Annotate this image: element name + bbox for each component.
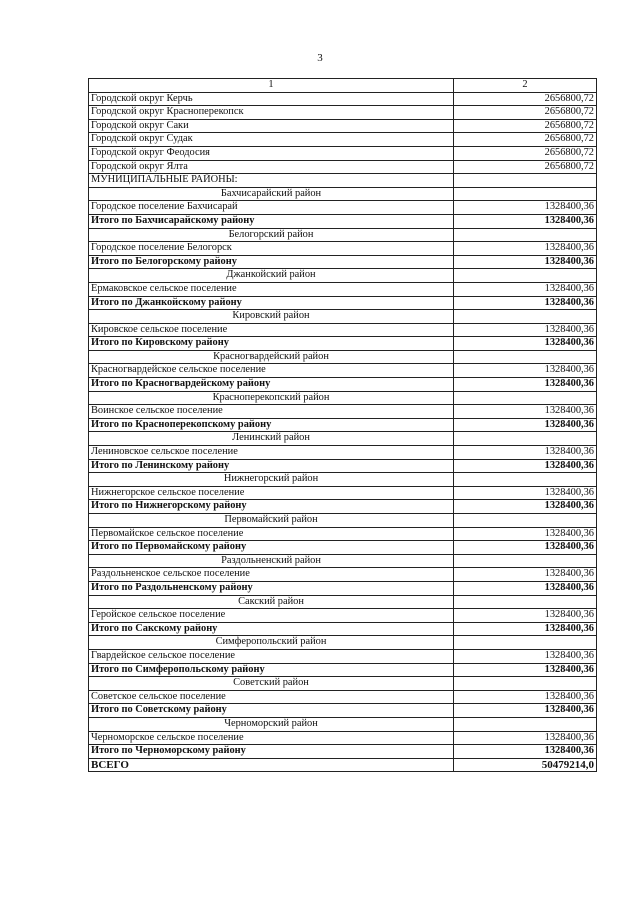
district-total-value: 1328400,36 [454,418,597,432]
city-value: 2656800,72 [454,160,597,174]
allocation-table [88,78,597,772]
city-row [89,146,597,160]
district-total-label: Итого по Нижнегорскому району [89,500,454,514]
settlement-row [89,405,597,419]
settlement-name: Гвардейское сельское поселение [89,649,454,663]
district-heading-row [89,473,597,487]
settlement-value: 1328400,36 [454,690,597,704]
district-total-label: Итого по Советскому району [89,704,454,718]
settlement-row [89,609,597,623]
district-total-label: Итого по Красноперекопскому району [89,418,454,432]
settlement-row [89,364,597,378]
district-total-row [89,255,597,269]
district-total-row [89,459,597,473]
district-total-value: 1328400,36 [454,500,597,514]
district-heading-row [89,187,597,201]
district-heading-row [89,514,597,528]
district-heading-value-empty [454,228,597,242]
district-total-label: Итого по Кировскому району [89,337,454,351]
city-name: Городской округ Красноперекопск [89,106,454,120]
city-row [89,106,597,120]
district-heading: Джанкойский район [89,269,454,283]
grand-total-value: 50479214,0 [454,758,597,772]
district-heading-value-empty [454,432,597,446]
district-heading: Советский район [89,677,454,691]
district-heading: Бахчисарайский район [89,187,454,201]
settlement-value: 1328400,36 [454,446,597,460]
district-total-row [89,418,597,432]
district-total-label: Итого по Сакскому району [89,622,454,636]
settlement-value: 1328400,36 [454,609,597,623]
district-total-value: 1328400,36 [454,459,597,473]
settlement-value: 1328400,36 [454,731,597,745]
district-total-row [89,378,597,392]
district-heading-value-empty [454,636,597,650]
city-value: 2656800,72 [454,119,597,133]
district-heading-row [89,717,597,731]
settlement-name: Воинское сельское поселение [89,405,454,419]
settlement-name: Раздольненское сельское поселение [89,568,454,582]
district-heading-row [89,554,597,568]
city-value: 2656800,72 [454,106,597,120]
district-total-row [89,745,597,759]
settlement-name: Кировское сельское поселение [89,323,454,337]
grand-total-row [89,758,597,772]
city-row [89,119,597,133]
city-name: Городской округ Ялта [89,160,454,174]
district-total-label: Итого по Черноморскому району [89,745,454,759]
district-heading-row [89,228,597,242]
district-heading-row [89,432,597,446]
district-total-label: Итого по Раздольненскому району [89,581,454,595]
district-total-value: 1328400,36 [454,541,597,555]
settlement-row [89,527,597,541]
settlement-row [89,731,597,745]
settlement-name: Лениновское сельское поселение [89,446,454,460]
settlement-name: Первомайское сельское поселение [89,527,454,541]
settlement-row [89,323,597,337]
district-heading-row [89,310,597,324]
district-heading-value-empty [454,717,597,731]
settlement-row [89,690,597,704]
settlement-value: 1328400,36 [454,323,597,337]
district-total-value: 1328400,36 [454,581,597,595]
settlement-value: 1328400,36 [454,527,597,541]
district-heading-value-empty [454,391,597,405]
city-row [89,92,597,106]
settlement-value: 1328400,36 [454,486,597,500]
header-row [89,79,597,93]
district-heading-value-empty [454,514,597,528]
section-row [89,174,597,188]
district-heading: Симферопольский район [89,636,454,650]
settlement-name: Ермаковское сельское поселение [89,282,454,296]
grand-total-label: ВСЕГО [89,758,454,772]
district-total-row [89,663,597,677]
district-heading-value-empty [454,310,597,324]
settlement-row [89,282,597,296]
district-heading: Раздольненский район [89,554,454,568]
district-heading-value-empty [454,350,597,364]
district-total-row [89,704,597,718]
settlement-row [89,201,597,215]
settlement-name: Черноморское сельское поселение [89,731,454,745]
settlement-row [89,446,597,460]
district-total-row [89,581,597,595]
district-total-value: 1328400,36 [454,337,597,351]
city-value: 2656800,72 [454,133,597,147]
district-heading-row [89,595,597,609]
district-total-value: 1328400,36 [454,296,597,310]
district-heading-row [89,391,597,405]
district-total-value: 1328400,36 [454,622,597,636]
settlement-name: Советское сельское поселение [89,690,454,704]
city-row [89,160,597,174]
settlement-name: Городское поселение Бахчисарай [89,201,454,215]
district-heading: Красноперекопский район [89,391,454,405]
settlement-value: 1328400,36 [454,568,597,582]
district-heading-value-empty [454,595,597,609]
city-name: Городской округ Саки [89,119,454,133]
settlement-value: 1328400,36 [454,201,597,215]
district-total-label: Итого по Первомайскому району [89,541,454,555]
district-heading-value-empty [454,677,597,691]
header-col-1: 1 [89,79,454,93]
district-heading: Кировский район [89,310,454,324]
district-heading: Сакский район [89,595,454,609]
settlement-value: 1328400,36 [454,364,597,378]
settlement-name: Нижнегорское сельское поселение [89,486,454,500]
district-total-value: 1328400,36 [454,745,597,759]
district-total-label: Итого по Бахчисарайскому району [89,214,454,228]
district-total-value: 1328400,36 [454,704,597,718]
settlement-row [89,649,597,663]
district-total-row [89,296,597,310]
district-heading: Ленинский район [89,432,454,446]
district-heading: Первомайский район [89,514,454,528]
district-total-label: Итого по Белогорскому району [89,255,454,269]
district-total-value: 1328400,36 [454,255,597,269]
settlement-value: 1328400,36 [454,282,597,296]
district-heading-row [89,636,597,650]
district-heading: Красногвардейский район [89,350,454,364]
district-heading: Белогорский район [89,228,454,242]
city-name: Городской округ Керчь [89,92,454,106]
city-name: Городской округ Судак [89,133,454,147]
district-heading-row [89,677,597,691]
district-total-label: Итого по Джанкойскому району [89,296,454,310]
allocation-table-body [89,79,597,772]
settlement-name: Геройское сельское поселение [89,609,454,623]
district-total-label: Итого по Симферопольскому району [89,663,454,677]
settlement-value: 1328400,36 [454,242,597,256]
district-total-row [89,337,597,351]
district-total-row [89,500,597,514]
district-total-label: Итого по Красногвардейскому району [89,378,454,392]
district-heading: Черноморский район [89,717,454,731]
district-heading-value-empty [454,473,597,487]
city-row [89,133,597,147]
district-total-row [89,214,597,228]
district-heading-row [89,350,597,364]
page-number: 3 [317,52,323,64]
city-value: 2656800,72 [454,146,597,160]
district-total-value: 1328400,36 [454,663,597,677]
district-total-value: 1328400,36 [454,378,597,392]
district-total-label: Итого по Ленинскому району [89,459,454,473]
city-value: 2656800,72 [454,92,597,106]
settlement-name: Городское поселение Белогорск [89,242,454,256]
district-total-value: 1328400,36 [454,214,597,228]
city-name: Городской округ Феодосия [89,146,454,160]
district-total-row [89,541,597,555]
district-total-row [89,622,597,636]
settlement-row [89,486,597,500]
district-heading-value-empty [454,187,597,201]
settlement-value: 1328400,36 [454,649,597,663]
district-heading: Нижнегорский район [89,473,454,487]
section-label: МУНИЦИПАЛЬНЫЕ РАЙОНЫ: [89,174,454,188]
district-heading-value-empty [454,554,597,568]
settlement-row [89,242,597,256]
district-heading-row [89,269,597,283]
section-value-empty [454,174,597,188]
settlement-row [89,568,597,582]
settlement-name: Красногвардейское сельское поселение [89,364,454,378]
header-col-2: 2 [454,79,597,93]
settlement-value: 1328400,36 [454,405,597,419]
district-heading-value-empty [454,269,597,283]
